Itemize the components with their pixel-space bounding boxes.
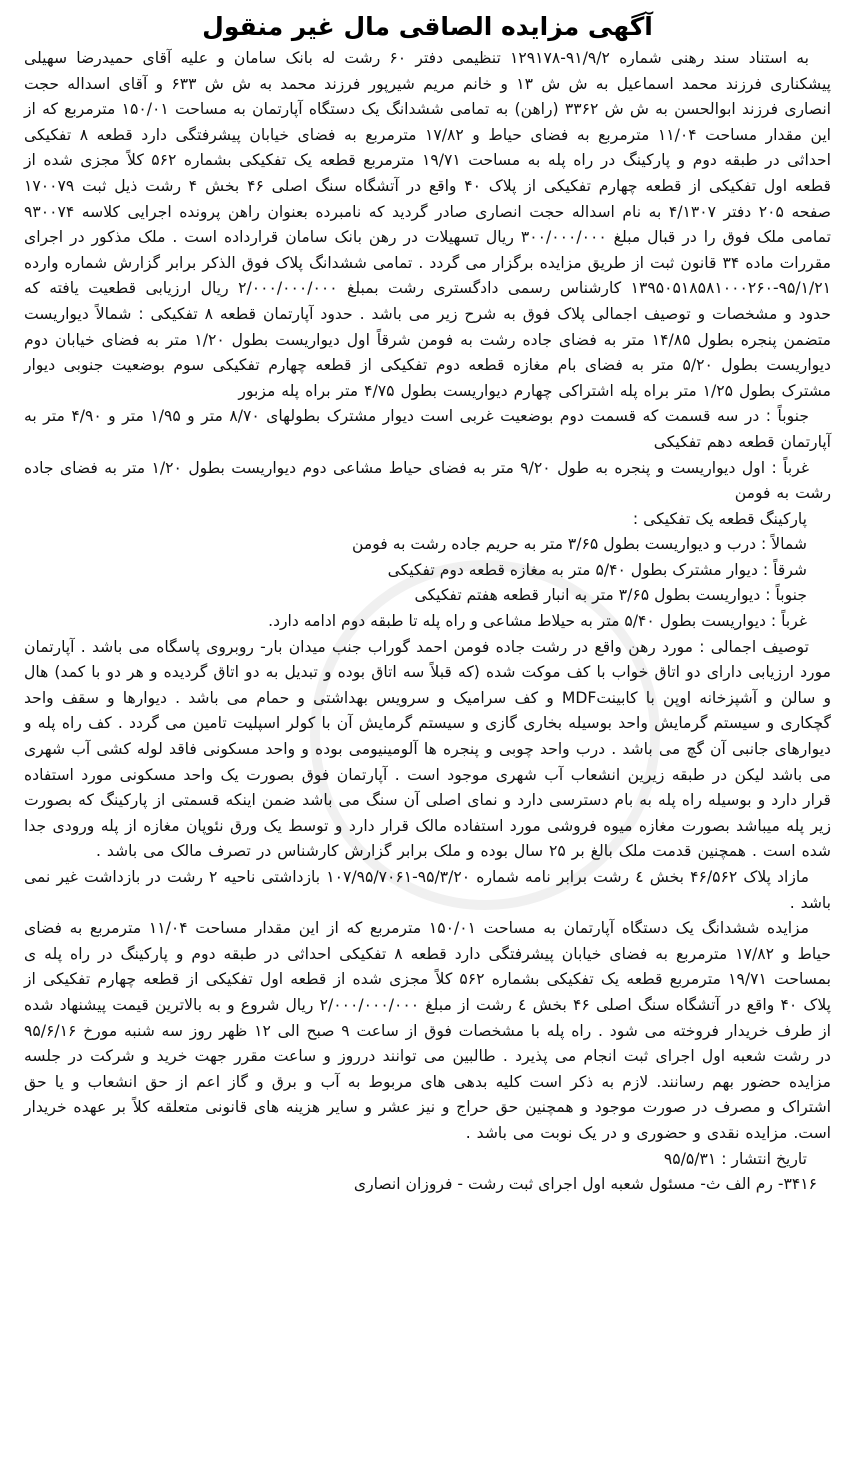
west-boundary-paragraph: غرباً : اول دیواریست و پنجره به طول ۹/۲۰ متر به فضای حیاط مشاعی دوم دیواریست بطول ۱/۲۰ متر به فضای جاده رشت به فومن <box>24 458 831 503</box>
intro-paragraph: به استناد سند رهنی شماره ۹۱/۹/۲-۱۲۹۱۷۸ تنظیمی دفتر ۶۰ رشت له بانک سامان و علیه آقای حمیدرضا سهیلی پیشکناری فرزند محمد اسماعیل به ش ش ۱۳ و خانم مریم شیرپور فرزند محمد به ش ش ۶۳۳ و آقای اسداله حجت انصاری فرزند ابوالحسن به ش ش ۳۳۶۲ (راهن) به تمامی ششدانگ یک دستگاه آپارتمان به مساحت ۱۵۰/۰۱ مترمربع که از این مقدار مساحت ۱۱/۰۴ مترمربع به فضای حیاط و ۱۷/۸۲ مترمربع به فضای خیابان پیشرفتگی دارد قطعه ۸ تفکیکی احداثی در طبقه دوم و پارکینگ در راه پله به مساحت ۱۹/۷۱ مترمربع قطعه یک تفکیکی بشماره ۵۶۲ کلاً مجزی شده از قطعه اول تفکیکی از قطعه چهارم تفکیکی از پلاک ۴۰ واقع در آتشگاه سنگ اصلی ۴۶ بخش ۴ رشت ذیل ثبت ۱۷۰۰۷۹ صفحه ۲۰۵ دفتر ۴/۱۳۰۷ به نام اسداله حجت انصاری صادر گردید که نامبرده بعنوان راهن پرونده اجرایی کلاسه ۹۳۰۰۷۴ تمامی ملک فوق را در قبال مبلغ ۳۰۰/۰۰۰/۰۰۰ ریال تسهیلات در رهن بانک سامان قرارداده است . ملک مذکور در اجرای مقررات ماده ۳۴ قانون ثبت از طریق مزایده برگزار می گردد . تمامی ششدانگ پلاک فوق الذکر برابر گزارش شماره وارده ۹۵/۱/۲۱-۱۳۹۵۰۵۱۸۵۸۱۰۰۰۲۶۰ کارشناس رسمی دادگستری رشت بمبلغ ۲/۰۰۰/۰۰۰/۰۰۰ ریال ارزیابی قطعیت یافته که حدود و مشخصات و توصیف اجمالی پلاک فوق به شرح زیر می باشد . حدود آپارتمان قطعه ۸ تفکیکی : شمالاً دیواریست متضمن پنجره بطول ۱۴/۸۵ متر به فضای جاده رشت به فومن شرقاً اول دیواریست بطول ۱/۲۰ متر به فضای خیابان دوم دیواریست بطول ۵/۲۰ متر به فضای بام مغازه قطعه دوم تفکیکی از قطعه چهارم تفکیکی سوم بوضعیت جنوبی دیوار مشترک بطول ۱/۲۵ متر براه پله اشتراکی چهارم دیواریست بطول ۴/۷۵ متر براه پله مزبور <box>24 49 832 400</box>
parking-west-line: غرباً : دیواریست بطول ۵/۴۰ متر به حیلاط مشاعی و راه پله تا طبقه دوم ادامه دارد. <box>268 612 807 631</box>
signature-line: ۳۴۱۶- رم الف ث- مسئول شعبه اول اجرای ثبت رشت - فروزان انصاری <box>353 1175 817 1194</box>
description-paragraph: توصیف اجمالی : مورد رهن واقع در رشت جاده فومن احمد گوراب جنب میدان بار- روبروی پاسگاه می باشد . آپارتمان مورد ارزیابی دارای دو اتاق خواب با کف موکت شده (که قبلاً سه اتاق بوده و تبدیل به دو اتاق گردیده و هر دو با کمد) هال و سالن و آشپزخانه اوپن با کابینتMDF و کف سرامیک و سرویس بهداشتی و حمام می باشد . دیوارها و سقف واحد گچکاری و سیستم گرمایش واحد بوسیله بخاری گازی و سیستم گرمایش آن با کولر اسپلیت تامین می گردد . کف راه پله و دیوارهای جانبی آن گچ می باشد . درب واحد چوبی و پنجره ها آلومینیومی بوده و واحد مسکونی فاقد لوله کشی آب شهری می باشد لیکن در طبقه زیرین انشعاب آب شهری موجود است . آپارتمان فوق بصورت یک واحد مسکونی مورد استفاده قرار دارد و بوسیله راه پله به بام دسترسی دارد و نمای اصلی آن سنگ می باشد ضمن اینکه قسمتی از پارکینگ که بصورت زیر پله میباشد بصورت مغازه میوه فروشی مورد استفاده مالک قرار دارد و توسط یک ورق نئوپان مغازه از پله ورودی جدا شده است . همچنین قدمت ملک بالغ بر ۲۵ سال بوده و ملک برابر گزارش کارشناس در تصرف مالک می باشد . <box>24 637 831 861</box>
parking-heading: پارکینگ قطعه یک تفکیکی : <box>632 509 807 528</box>
notice-title: آگهی مزایده الصاقی مال غیر منقول <box>202 12 653 41</box>
parking-north-line: شمالاً : درب و دیواریست بطول ۳/۶۵ متر به حریم جاده رشت به فومن <box>352 535 807 554</box>
south-boundary-paragraph: جنوباً : در سه قسمت که قسمت دوم بوضعیت غربی است دیوار مشترک بطولهای ۸/۷۰ متر و ۱/۹۵ متر و ۴/۹۰ متر به آپارتمان قطعه دهم تفکیکی <box>24 407 831 451</box>
auction-paragraph: مزایده ششدانگ یک دستگاه آپارتمان به مساحت ۱۵۰/۰۱ مترمربع که از این مقدار مساحت ۱۱/۰۴ مترمربع به فضای حیاط و ۱۷/۸۲ مترمربع به فضای خیابان پیشرفتگی دارد قطعه ۸ تفکیکی احداثی در طبقه دوم و پارکینگ در راه پله ی بمساحت ۱۹/۷۱ مترمربع قطعه یک تفکیکی بشماره ۵۶۲ کلاً مجزی شده از قطعه اول تفکیکی از قطعه چهارم تفکیکی از پلاک ۴۰ واقع در آتشگاه سنگ اصلی ۴۶ بخش ٤ رشت از مبلغ ۲/۰۰۰/۰۰۰/۰۰۰ ریال شروع و به بالاترین قیمت پیشنهاد شده از طرف خریدار فروخته می شود . راه پله با مشخصات فوق از ساعت ۹ صبح الی ۱۲ ظهر روز سه شنبه مورخ ۹۵/۶/۱۶ در رشت شعبه اول اجرای ثبت انجام می پذیرد . طالبین می توانند درروز و ساعت مقرر جهت خرید و شرکت در جلسه مزایده حضور بهم رسانند. لازم به ذکر است کلیه بدهی های مربوط به آب و برق و گاز اعم از حق انشعاب و یا حق اشتراک و مصرف در صورت موجود و همچنین حق حراج و نیز عشر و سایر هزینه های قانونی متعلقه کلاً بر عهده خریدار است. مزایده نقدی و حضوری و در یک نوبت می باشد . <box>24 919 831 1142</box>
surplus-paragraph: مازاد پلاک ۴۶/۵۶۲ بخش ٤ رشت برابر نامه شماره ۹۵/۳/۲۰-۱۰۷/۹۵/۷۰۶۱ بازداشتی ناحیه ۲ رشت در بازداشت غیر نمی باشد . <box>24 868 831 912</box>
parking-east-line: شرقاً : دیوار مشترک بطول ۵/۴۰ متر به مغازه قطعه دوم تفکیکی <box>387 560 807 579</box>
parking-south-line: جنوباً : دیواریست بطول ۳/۶۵ متر به انبار قطعه هفتم تفکیکی <box>414 586 807 605</box>
publish-date: تاریخ انتشار : ۹۵/۵/۳۱ <box>663 1149 807 1168</box>
